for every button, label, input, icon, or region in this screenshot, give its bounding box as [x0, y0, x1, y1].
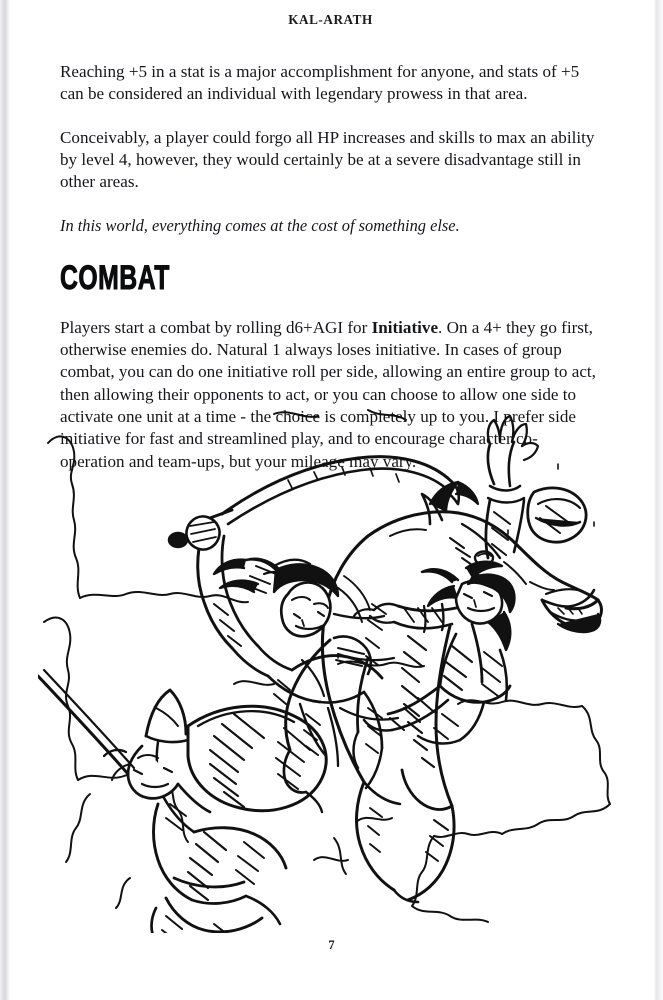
combat-illustration: [38, 408, 628, 933]
initiative-text-rest: . On a 4+ they go first, otherwise enemies do. Natural 1 always loses initiative. In cases of group combat, you can do one initiative roll per side, allowing an entire group to act, then allowing their opponents to act, or you can choose to allow one side to activate one unit at a time - the choice is completely up to you. I prefer side initiative for fast and streamlined play, and to encourage character co-operation and team-ups, but your mileage may vary.: [60, 317, 596, 471]
shield-bearing-warrior: [38, 670, 326, 933]
page-gutter-shadow-right: [654, 0, 663, 1000]
rearing-horse: [284, 482, 602, 902]
running-head: KAL-ARATH: [288, 12, 373, 27]
page-gutter-shadow-left: [0, 0, 10, 1000]
section-heading-combat: COMBAT: [60, 257, 170, 297]
italic-aside: In this world, everything comes at the cost of something else.: [60, 216, 460, 236]
cloud-billows: [44, 410, 610, 922]
mounted-rider: [169, 457, 459, 788]
initiative-text-lead: Players start a combat by rolling d6+AGI for: [60, 317, 372, 337]
page-number: 7: [328, 938, 335, 952]
falling-warrior: [354, 416, 586, 743]
combat-illustration-artwork: [38, 408, 628, 933]
paragraph-max-ability: Conceivably, a player could forgo all HP increases and skills to max an ability by level 4, however, they would certainly be at a severe disadvantage still in other areas.: [60, 127, 595, 192]
paragraph-stat-prowess: Reaching +5 in a stat is a major accomplishment for anyone, and stats of +5 can be considered an individual with legendary prowess in that area.: [60, 62, 580, 104]
initiative-keyword: Initiative: [371, 317, 439, 337]
